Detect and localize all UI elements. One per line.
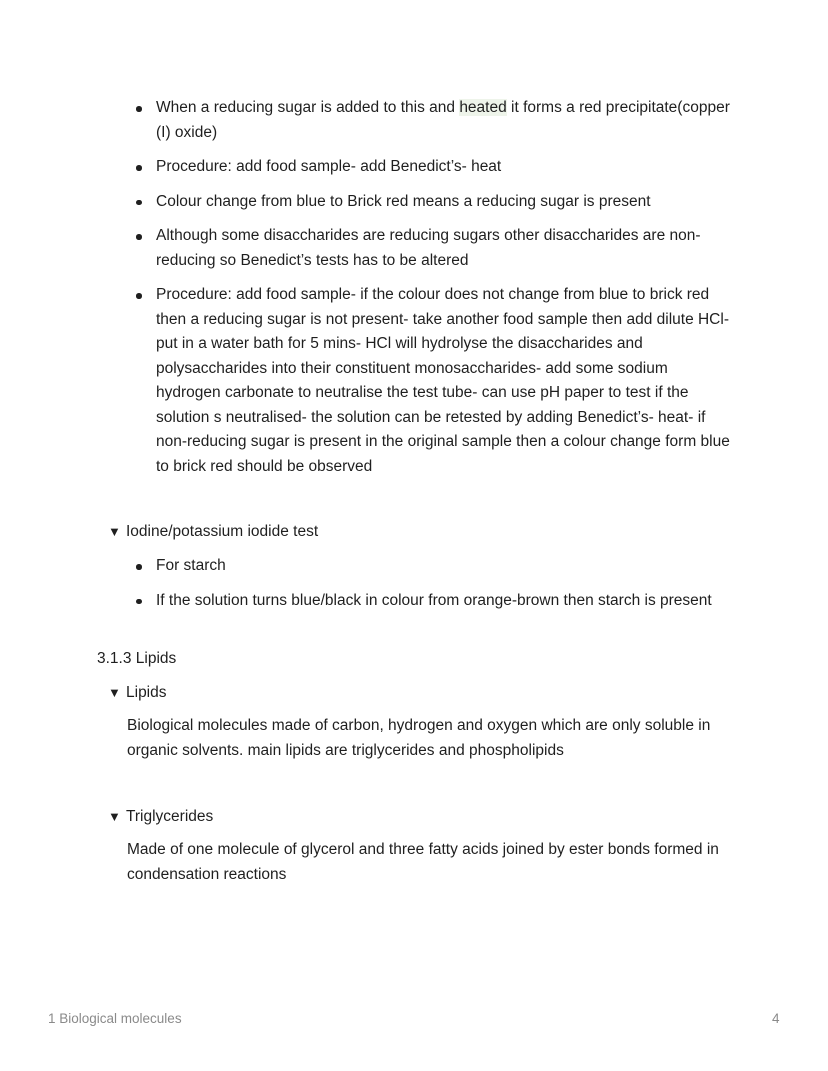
toggle-triangle-icon[interactable]: ▼ <box>108 809 121 824</box>
bullet-text: If the solution turns blue/black in colour from orange-brown then starch is present <box>156 591 712 609</box>
list-item <box>156 224 736 273</box>
bullet-text: For starch <box>156 557 226 574</box>
bullet-text-part: it forms a red precipitate(copper (I) oxide) <box>156 99 730 141</box>
toggle-title: Triglycerides <box>126 808 214 825</box>
list-item <box>156 96 736 145</box>
section-heading: 3.1.3 Lipids <box>97 650 177 667</box>
toggle-title: Lipids <box>126 684 167 701</box>
footer-page-number: 4 <box>772 1011 780 1026</box>
bullet-dot <box>136 200 142 206</box>
list-item <box>156 190 736 215</box>
bullet-dot <box>136 165 142 171</box>
bullet-text: Procedure: add food sample- add Benedict’s- heat <box>156 158 502 175</box>
footer-chapter: 1 Biological molecules <box>48 1011 182 1026</box>
iodine-bullet-list <box>156 554 716 623</box>
bullet-text: Colour change from blue to Brick red means a reducing sugar is present <box>156 192 651 210</box>
lipids-body: Biological molecules made of carbon, hydrogen and oxygen which are only soluble in organic solvents. main lipids are triglycerides and phospholipids <box>127 717 711 759</box>
bullet-dot <box>136 293 142 299</box>
bullet-dot <box>136 599 142 605</box>
highlighted-word: heated <box>459 99 507 116</box>
bullet-dot <box>136 106 142 112</box>
toggle-title: Iodine/potassium iodide test <box>126 523 319 540</box>
bullet-text: Procedure: add food sample- if the colour does not change from blue to brick red then a reducing sugar is not present- take another food sample then add dilute HCl- put in a water bath for 5 mins- HCl will hydrolyse the disaccharides and polysaccharides into their constituent monosaccharides- add some sodium hydrogen carbonate to neutralise the test tube- can use pH paper to test if the solution s neutralised- the solution can be retested by adding Benedict’s- heat- if non-reducing sugar is present in the original sample then a colour change form blue to brick red should be observed <box>156 286 730 475</box>
toggle-triangle-icon[interactable]: ▼ <box>108 524 121 539</box>
bullet-dot <box>136 564 142 570</box>
bullet-dot <box>136 234 142 240</box>
benedicts-bullet-list <box>156 96 736 489</box>
triglycerides-body: Made of one molecule of glycerol and three fatty acids joined by ester bonds formed in condensation reactions <box>127 841 719 883</box>
bullet-text-part: When a reducing sugar is added to this and <box>156 99 460 116</box>
list-item <box>156 554 716 579</box>
list-item <box>156 283 736 479</box>
bullet-text: Although some disaccharides are reducing sugars other disaccharides are non-reducing so Benedict’s tests has to be altered <box>156 227 701 269</box>
list-item <box>156 155 736 180</box>
toggle-triangle-icon[interactable]: ▼ <box>108 685 121 700</box>
list-item <box>156 589 716 614</box>
